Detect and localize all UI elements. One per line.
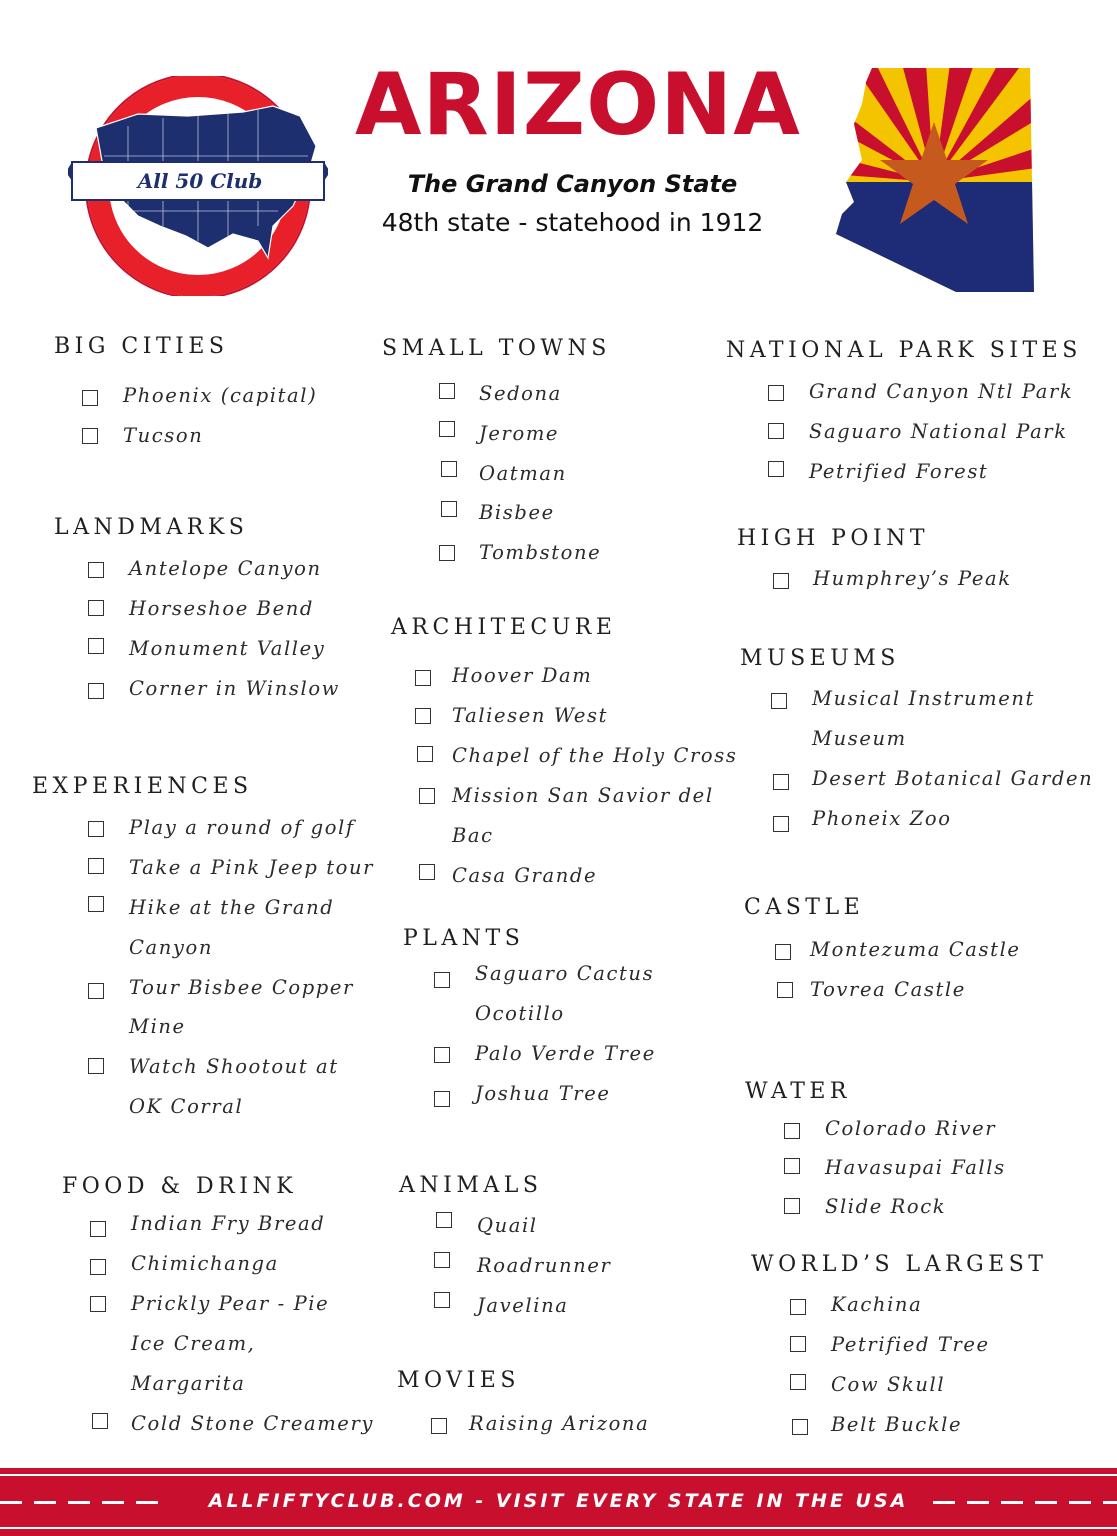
list-item: Raising Arizona: [469, 1412, 650, 1435]
list-item: Antelope Canyon: [129, 557, 322, 580]
list-item: Saguaro National Park: [809, 420, 1068, 443]
checkbox[interactable]: [415, 708, 431, 724]
list-item-continuation: OK Corral: [129, 1095, 244, 1118]
list-item-continuation: Museum: [812, 727, 907, 750]
checkbox[interactable]: [419, 788, 435, 804]
checkbox[interactable]: [439, 421, 455, 437]
section-heading-water: WATER: [745, 1079, 851, 1104]
list-item: Casa Grande: [452, 864, 598, 887]
checkbox[interactable]: [88, 638, 104, 654]
list-item-continuation: Margarita: [131, 1372, 246, 1395]
list-item: Jerome: [479, 422, 560, 445]
list-item: Belt Buckle: [831, 1413, 963, 1436]
list-item: Humphrey’s Peak: [813, 567, 1012, 590]
list-item: Watch Shootout at: [129, 1055, 339, 1078]
state-nickname: The Grand Canyon State: [407, 170, 738, 198]
checkbox[interactable]: [434, 1292, 450, 1308]
checkbox[interactable]: [768, 385, 784, 401]
checkbox[interactable]: [88, 600, 104, 616]
list-item: Colorado River: [825, 1117, 997, 1140]
list-item: Montezuma Castle: [810, 938, 1021, 961]
section-heading-landmarks: LANDMARKS: [54, 515, 249, 540]
list-item: Kachina: [831, 1293, 923, 1316]
list-item: Sedona: [479, 382, 562, 405]
checkbox[interactable]: [88, 983, 104, 999]
checkbox[interactable]: [88, 858, 104, 874]
checkbox[interactable]: [775, 944, 791, 960]
list-item: Tovrea Castle: [810, 978, 966, 1001]
list-item: Monument Valley: [129, 637, 326, 660]
checkbox[interactable]: [790, 1299, 806, 1315]
checkbox[interactable]: [441, 501, 457, 517]
list-item: Prickly Pear - Pie: [131, 1292, 330, 1315]
checkbox[interactable]: [82, 428, 98, 444]
list-item: Grand Canyon Ntl Park: [809, 380, 1074, 403]
checkbox[interactable]: [434, 1252, 450, 1268]
section-heading-food-drink: FOOD & DRINK: [62, 1174, 298, 1199]
logo-banner-text: All 50 Club: [137, 169, 263, 193]
list-item: Petrified Forest: [809, 460, 989, 483]
checkbox[interactable]: [777, 982, 793, 998]
list-item: Chapel of the Holy Cross: [452, 744, 738, 767]
checkbox[interactable]: [88, 1058, 104, 1074]
section-heading-plants: PLANTS: [403, 926, 525, 951]
list-item: Palo Verde Tree: [475, 1042, 656, 1065]
list-item: Tour Bisbee Copper: [129, 976, 354, 999]
list-item: Joshua Tree: [475, 1082, 611, 1105]
list-item: Phoenix (capital): [123, 384, 318, 407]
checkbox[interactable]: [771, 693, 787, 709]
list-item: Chimichanga: [131, 1252, 279, 1275]
arizona-flag-map-icon: [832, 64, 1036, 296]
statehood-info: 48th state - statehood in 1912: [381, 208, 764, 237]
checkbox[interactable]: [790, 1336, 806, 1352]
section-heading-museums: MUSEUMS: [740, 646, 900, 671]
section-heading-worlds-largest: WORLD’S LARGEST: [751, 1252, 1048, 1277]
list-item: Slide Rock: [825, 1195, 947, 1218]
checkbox[interactable]: [784, 1198, 800, 1214]
list-item: Hoover Dam: [452, 664, 593, 687]
section-heading-architecture: ARCHITECURE: [391, 615, 617, 640]
checkbox[interactable]: [790, 1374, 806, 1390]
list-item: Corner in Winslow: [129, 677, 340, 700]
list-item-continuation: Canyon: [129, 936, 214, 959]
page-title: ARIZONA: [355, 55, 801, 155]
list-item: Desert Botanical Garden: [812, 767, 1094, 790]
checkbox[interactable]: [792, 1419, 808, 1435]
checkbox[interactable]: [773, 573, 789, 589]
section-heading-high-point: HIGH POINT: [737, 526, 930, 551]
list-item: Tombstone: [479, 541, 602, 564]
footer-divider-top: [0, 1474, 1117, 1476]
section-heading-national-park-sites: NATIONAL PARK SITES: [726, 338, 1082, 363]
list-item: Javelina: [477, 1294, 569, 1317]
list-item: Hike at the Grand: [129, 896, 335, 919]
list-item: Indian Fry Bread: [131, 1212, 326, 1235]
list-item: Taliesen West: [452, 704, 609, 727]
checkbox[interactable]: [784, 1123, 800, 1139]
checkbox[interactable]: [415, 670, 431, 686]
checkbox[interactable]: [88, 896, 104, 912]
list-item-continuation: Mine: [129, 1015, 186, 1038]
checkbox[interactable]: [439, 545, 455, 561]
checkbox[interactable]: [417, 746, 433, 762]
section-heading-experiences: EXPERIENCES: [32, 774, 253, 799]
list-item: Tucson: [123, 424, 204, 447]
checkbox[interactable]: [768, 423, 784, 439]
checkbox[interactable]: [88, 821, 104, 837]
list-item: Bisbee: [479, 501, 555, 524]
checkbox[interactable]: [90, 1221, 106, 1237]
list-item: Phoneix Zoo: [812, 807, 952, 830]
checkbox[interactable]: [784, 1158, 800, 1174]
footer-website-link[interactable]: ALLFIFTYCLUB.COM - VISIT EVERY STATE IN THE USA: [208, 1490, 909, 1512]
checkbox[interactable]: [90, 1259, 106, 1275]
checkbox[interactable]: [773, 816, 789, 832]
checkbox[interactable]: [434, 972, 450, 988]
list-item: Roadrunner: [477, 1254, 612, 1277]
section-heading-small-towns: SMALL TOWNS: [382, 336, 611, 361]
checkbox[interactable]: [434, 1091, 450, 1107]
checkbox[interactable]: [773, 774, 789, 790]
section-heading-animals: ANIMALS: [399, 1173, 543, 1198]
list-item: Take a Pink Jeep tour: [129, 856, 375, 879]
list-item: Cow Skull: [831, 1373, 946, 1396]
checkbox[interactable]: [768, 461, 784, 477]
list-item-continuation: Ice Cream,: [131, 1332, 256, 1355]
checkbox[interactable]: [441, 461, 457, 477]
list-item: Saguaro Cactus: [475, 962, 655, 985]
checkbox[interactable]: [436, 1212, 452, 1228]
checkbox[interactable]: [82, 390, 98, 406]
list-item: Quail: [477, 1214, 538, 1237]
list-item: Mission San Savior del: [452, 784, 714, 807]
list-item-continuation: Ocotillo: [475, 1002, 565, 1025]
checkbox[interactable]: [431, 1418, 447, 1434]
section-heading-castle: CASTLE: [744, 895, 865, 920]
checkbox[interactable]: [88, 683, 104, 699]
list-item: Havasupai Falls: [825, 1156, 1006, 1179]
list-item: Petrified Tree: [831, 1333, 990, 1356]
checkbox[interactable]: [434, 1047, 450, 1063]
checkbox[interactable]: [439, 383, 455, 399]
section-heading-big-cities: BIG CITIES: [54, 334, 229, 359]
checkbox[interactable]: [419, 864, 435, 880]
list-item: Horseshoe Bend: [129, 597, 314, 620]
checkbox[interactable]: [88, 562, 104, 578]
list-item: Cold Stone Creamery: [131, 1412, 374, 1435]
checkbox[interactable]: [90, 1296, 106, 1312]
list-item: Oatman: [479, 462, 567, 485]
checkbox[interactable]: [92, 1413, 108, 1429]
list-item-continuation: Bac: [452, 824, 494, 847]
list-item: Musical Instrument: [812, 687, 1035, 710]
section-heading-movies: MOVIES: [397, 1368, 520, 1393]
list-item: Play a round of golf: [129, 816, 355, 839]
all-50-club-logo: [68, 76, 328, 296]
footer-divider-bottom: [0, 1527, 1117, 1529]
